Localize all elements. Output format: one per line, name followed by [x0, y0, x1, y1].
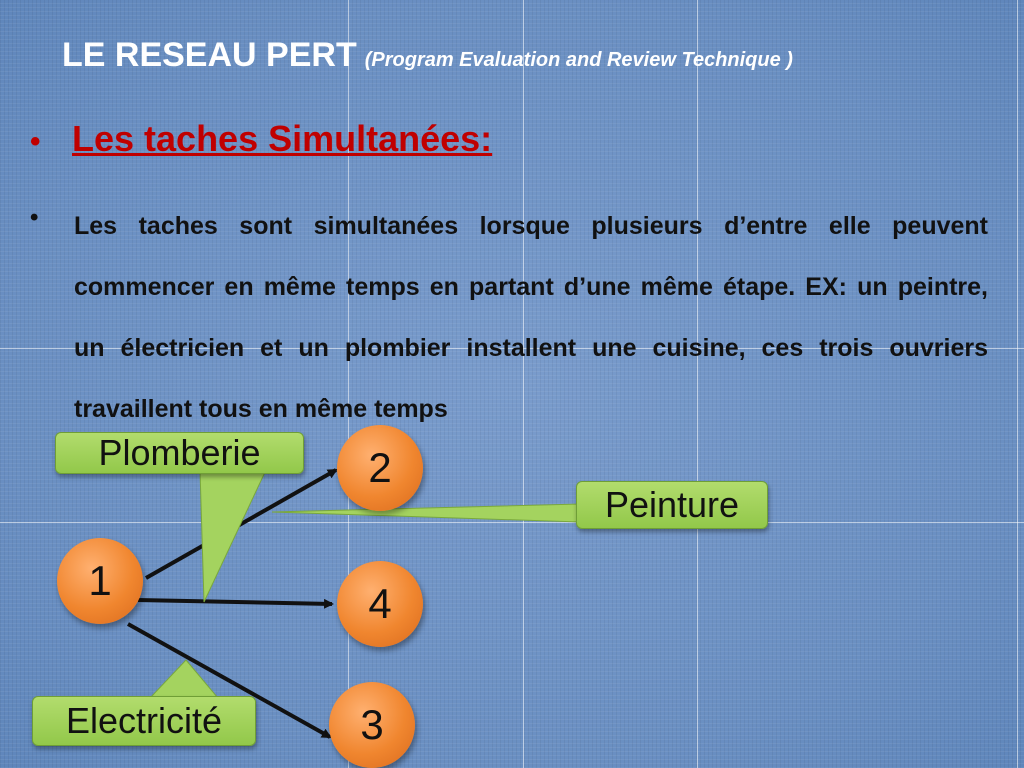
title-main: LE RESEAU PERT	[62, 36, 357, 74]
electricite-pointer	[150, 660, 218, 698]
heading-text: Les taches Simultanées:	[72, 118, 493, 159]
node-3: 3	[329, 682, 415, 768]
node-4: 4	[337, 561, 423, 647]
node-1: 1	[57, 538, 143, 624]
plomberie-pointer	[200, 470, 266, 602]
callout-plomberie: Plomberie	[55, 432, 304, 474]
title-subtitle: (Program Evaluation and Review Technique )	[364, 49, 793, 71]
node-2: 2	[337, 425, 423, 511]
peinture-pointer	[272, 504, 580, 522]
heading-bullet: •	[30, 125, 41, 158]
arrow-1-to-4	[138, 600, 332, 604]
callout-electricite: Electricité	[32, 696, 256, 746]
paragraph-bullet: •	[30, 204, 39, 231]
callout-peinture: Peinture	[576, 481, 768, 529]
definition-paragraph: Les taches sont simultanées lorsque plusieurs d’entre elle peuvent commencer en même temps en partant d’une même étape. EX: un peintre, un électricien et un plombier installent une cuisine, ces trois ouvriers travaillent tous en même temps	[74, 212, 988, 423]
